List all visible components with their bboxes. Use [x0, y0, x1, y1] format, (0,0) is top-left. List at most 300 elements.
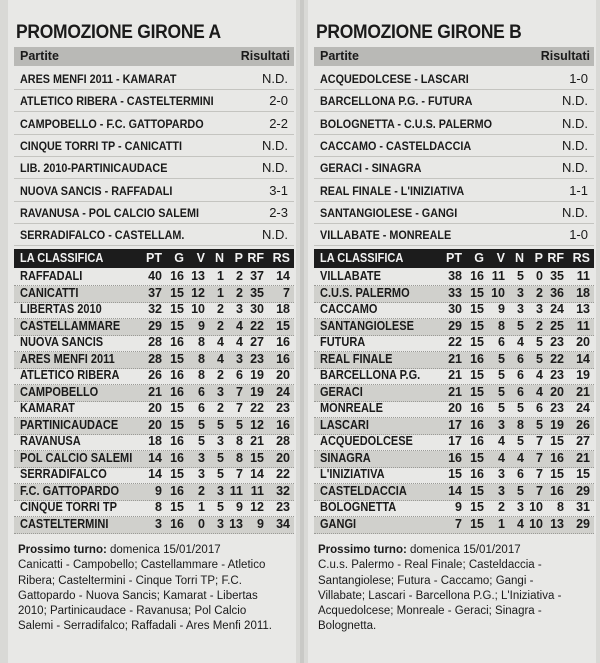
standings-v: 8 — [498, 318, 505, 333]
standings-rf: 15 — [550, 434, 564, 448]
standings-v: 8 — [198, 335, 205, 349]
standings-v: 2 — [198, 483, 205, 498]
standings-p: 10 — [529, 500, 543, 514]
standings-p: 10 — [529, 516, 543, 531]
result-match: CINQUE TORRI TP - CANICATTI — [20, 138, 182, 153]
result-row — [314, 201, 594, 224]
standings-pt: 29 — [148, 318, 162, 333]
next-round-line: 2010; Partinicaudace - Ravanusa; Pol Calcio — [18, 605, 247, 618]
standings-n: 1 — [217, 269, 224, 283]
result-match: RAVANUSA - POL CALCIO SALEMI — [20, 205, 200, 220]
standings-rf: 19 — [250, 368, 264, 382]
standings-g: 15 — [470, 318, 484, 333]
standings-rf: 24 — [550, 302, 564, 316]
standings-row — [14, 335, 294, 352]
standings-p: 6 — [536, 401, 543, 415]
standings-g: 15 — [470, 368, 484, 382]
standings-rs: 20 — [276, 368, 290, 382]
standings-team: CAMPOBELLO — [20, 384, 99, 399]
standings-team: RAFFADALI — [20, 269, 83, 283]
standings-n: 2 — [217, 401, 224, 415]
standings-row — [14, 517, 294, 534]
standings-rf: 22 — [550, 351, 564, 366]
standings-v: 5 — [198, 417, 205, 432]
standings-team: F.C. GATTOPARDO — [20, 483, 119, 498]
standings-rf: 8 — [557, 500, 564, 514]
standings-row — [314, 302, 594, 319]
result-match: LIB. 2010-PARTINICAUDACE — [20, 161, 168, 176]
standings-header-rs: RS — [272, 251, 290, 265]
girone-b-column — [308, 0, 596, 663]
standings-team: C.U.S. PALERMO — [320, 285, 410, 300]
standings-rs: 13 — [576, 302, 590, 316]
standings-header-rf: RF — [547, 251, 564, 265]
standings-v: 11 — [491, 269, 505, 283]
result-score: 1-0 — [569, 71, 588, 86]
standings-g: 15 — [470, 483, 484, 498]
standings-pt: 18 — [148, 434, 162, 448]
standings-header-g: G — [174, 251, 184, 265]
standings-rs: 20 — [276, 450, 290, 465]
standings-n: 4 — [217, 351, 224, 366]
result-score: 2-3 — [269, 204, 288, 220]
standings-v: 8 — [198, 368, 205, 382]
standings-team: RAVANUSA — [20, 434, 81, 448]
standings-p: 4 — [236, 335, 243, 349]
standings-rf: 22 — [250, 401, 264, 415]
standings-pt: 38 — [448, 269, 462, 283]
result-match: REAL FINALE - L'INIZIATIVA — [320, 183, 465, 198]
standings-header-n: N — [514, 251, 524, 265]
standings-header-n: N — [214, 251, 224, 265]
result-row — [314, 67, 594, 90]
standings-pt: 20 — [148, 417, 162, 432]
standings-n: 1 — [217, 285, 224, 300]
standings-p: 5 — [536, 351, 543, 366]
standings-row — [14, 484, 294, 501]
standings-v: 10 — [191, 302, 205, 316]
standings-pt: 17 — [448, 417, 462, 432]
standings-p: 0 — [536, 269, 543, 283]
next-round-line: Gattopardo - Nuova Sancis; Kamarat - Libertas — [18, 589, 258, 602]
standings-rf: 23 — [250, 351, 264, 366]
standings-p: 11 — [229, 483, 243, 498]
standings-g: 16 — [170, 335, 184, 349]
standings-rs: 15 — [276, 318, 290, 333]
standings-header-p: P — [234, 251, 243, 265]
standings-g: 16 — [470, 417, 484, 432]
standings-pt: 9 — [455, 500, 462, 514]
standings-rf: 23 — [550, 335, 564, 349]
standings-rf: 19 — [250, 384, 264, 399]
standings-rs: 31 — [576, 500, 590, 514]
next-round-line: Salemi - Serradifalco; Raffadali - Ares Menfi 2011. — [18, 620, 272, 633]
standings-team: LASCARI — [320, 417, 369, 432]
standings-g: 16 — [470, 401, 484, 415]
standings-rf: 19 — [550, 417, 564, 432]
standings-n: 5 — [217, 450, 224, 465]
standings-p: 5 — [236, 417, 243, 432]
standings-n: 5 — [517, 401, 524, 415]
standings-team: CASTELDACCIA — [320, 483, 407, 498]
standings-p: 6 — [236, 368, 243, 382]
standings-g: 15 — [170, 318, 184, 333]
next-round — [18, 543, 294, 635]
standings-v: 0 — [198, 516, 205, 531]
standings-rf: 23 — [550, 401, 564, 415]
standings-pt: 17 — [448, 434, 462, 448]
next-round-date: domenica 15/01/2017 — [106, 544, 221, 556]
standings-row — [314, 517, 594, 534]
result-match: VILLABATE - MONREALE — [320, 228, 452, 243]
standings-rf: 27 — [250, 335, 264, 349]
result-score: N.D. — [262, 71, 288, 86]
standings-g: 16 — [470, 269, 484, 283]
standings-pt: 22 — [448, 335, 462, 349]
standings-rs: 14 — [576, 351, 590, 366]
standings-v: 10 — [491, 285, 505, 300]
standings-row — [314, 269, 594, 286]
standings-p: 3 — [236, 302, 243, 316]
standings-header-v: V — [196, 251, 205, 265]
standings-rf: 9 — [257, 516, 264, 531]
result-score: 3-1 — [269, 182, 288, 198]
standings-header — [314, 249, 594, 268]
result-match: ARES MENFI 2011 - KAMARAT — [20, 72, 177, 86]
standings-row — [14, 352, 294, 369]
standings-header-p: P — [534, 251, 543, 265]
section-title: PROMOZIONE GIRONE A — [16, 22, 221, 43]
standings-pt: 15 — [448, 467, 462, 481]
standings-n: 5 — [217, 467, 224, 481]
section-title: PROMOZIONE GIRONE B — [316, 22, 522, 43]
standings-v: 4 — [498, 434, 505, 448]
standings-row — [314, 418, 594, 435]
next-round-line: Santangiolese; Futura - Caccamo; Gangi - — [318, 574, 534, 587]
standings-v: 6 — [198, 384, 205, 399]
standings-team: BARCELLONA P.G. — [320, 368, 421, 382]
standings-row — [314, 286, 594, 303]
result-score: 2-0 — [269, 93, 288, 109]
standings-rf: 14 — [250, 467, 264, 481]
standings-p: 2 — [236, 269, 243, 283]
standings-p: 7 — [236, 467, 243, 481]
standings-g: 15 — [470, 285, 484, 300]
standings-n: 6 — [517, 384, 524, 399]
standings-p: 4 — [236, 318, 243, 333]
result-match: BARCELLONA P.G. - FUTURA — [320, 94, 473, 109]
standings-rs: 21 — [576, 384, 590, 399]
standings-header-v: V — [496, 251, 505, 265]
standings-row — [14, 500, 294, 517]
standings-p: 4 — [536, 384, 543, 399]
standings-g: 16 — [470, 434, 484, 448]
standings-n: 8 — [517, 417, 524, 432]
standings-v: 1 — [498, 516, 505, 531]
result-row — [14, 156, 294, 179]
standings-g: 15 — [470, 335, 484, 349]
standings-p: 7 — [236, 384, 243, 399]
standings-n: 5 — [517, 318, 524, 333]
standings-rf: 12 — [250, 417, 264, 432]
standings-n: 2 — [217, 302, 224, 316]
standings-p: 2 — [536, 285, 543, 300]
standings-row — [314, 385, 594, 402]
standings-pt: 14 — [448, 483, 462, 498]
standings-g: 15 — [470, 500, 484, 514]
standings-g: 15 — [170, 285, 184, 300]
standings-n: 5 — [517, 269, 524, 283]
result-row — [314, 156, 594, 179]
standings-rs: 16 — [276, 417, 290, 432]
result-score: 1-1 — [569, 182, 588, 198]
result-row — [14, 134, 294, 157]
standings-header — [14, 249, 294, 268]
standings-rf: 12 — [250, 500, 264, 514]
standings-g: 15 — [170, 302, 184, 316]
standings-row — [14, 467, 294, 484]
standings-row — [314, 451, 594, 468]
standings-g: 16 — [470, 351, 484, 366]
standings-rf: 37 — [250, 269, 264, 283]
standings-pt: 7 — [455, 516, 462, 531]
result-row — [314, 223, 594, 246]
standings-v: 5 — [498, 351, 505, 366]
standings-pt: 28 — [148, 351, 162, 366]
standings-pt: 28 — [148, 335, 162, 349]
standings-n: 2 — [217, 318, 224, 333]
standings-v: 12 — [191, 285, 205, 300]
standings-n: 5 — [517, 483, 524, 498]
standings-team: LIBERTAS 2010 — [20, 302, 102, 316]
standings-g: 15 — [170, 401, 184, 415]
standings-row — [14, 418, 294, 435]
standings-pt: 29 — [448, 318, 462, 333]
standings-g: 15 — [170, 417, 184, 432]
result-score: N.D. — [262, 227, 288, 243]
result-score: N.D. — [262, 137, 288, 153]
standings-team: GANGI — [320, 516, 357, 531]
next-round-line: Villabate; Lascari - Barcellona P.G.; L'Iniziativa - — [318, 589, 562, 602]
results-header-matches: Partite — [20, 49, 59, 63]
standings-pt: 40 — [148, 269, 162, 283]
standings-v: 9 — [498, 302, 505, 316]
standings-rs: 16 — [276, 335, 290, 349]
standings-v: 3 — [498, 417, 505, 432]
standings-n: 4 — [517, 450, 524, 465]
standings-rf: 15 — [250, 450, 264, 465]
column-divider — [300, 0, 304, 663]
standings-p: 7 — [236, 401, 243, 415]
next-round-label: Prossimo turno: — [18, 544, 107, 556]
standings-g: 15 — [470, 516, 484, 531]
standings-rs: 7 — [283, 285, 290, 300]
standings-pt: 14 — [148, 467, 162, 481]
standings-team: CASTELTERMINI — [20, 516, 109, 531]
next-round-line: Canicatti - Campobello; Castellammare - Atletico — [18, 559, 266, 572]
standings-row — [314, 401, 594, 418]
standings-header-pt: PT — [146, 251, 162, 265]
standings-row — [14, 368, 294, 385]
standings-rf: 23 — [550, 368, 564, 382]
standings-header-g: G — [474, 251, 484, 265]
standings-header-team: LA CLASSIFICA — [320, 251, 404, 265]
standings-rf: 16 — [550, 483, 564, 498]
result-score: N.D. — [262, 160, 288, 176]
standings-pt: 21 — [448, 384, 462, 399]
result-row — [14, 89, 294, 112]
result-row — [314, 89, 594, 112]
standings-team: ACQUEDOLCESE — [320, 434, 413, 448]
standings-p: 5 — [536, 335, 543, 349]
standings-rs: 29 — [576, 483, 590, 498]
result-match: SERRADIFALCO - CASTELLAM. — [20, 228, 185, 243]
next-round-line: C.u.s. Palermo - Real Finale; Casteldaccia - — [318, 559, 542, 572]
standings-rs: 22 — [276, 467, 290, 481]
standings-team: VILLABATE — [320, 269, 381, 283]
standings-g: 15 — [170, 467, 184, 481]
standings-pt: 21 — [448, 351, 462, 366]
standings-rf: 30 — [250, 302, 264, 316]
standings-team: SERRADIFALCO — [20, 467, 107, 481]
next-round-label: Prossimo turno: — [318, 544, 407, 556]
results-header-results: Risultati — [240, 49, 290, 63]
standings-p: 2 — [236, 285, 243, 300]
standings-rs: 34 — [276, 516, 290, 531]
standings-rf: 35 — [550, 269, 564, 283]
result-match: SANTANGIOLESE - GANGI — [320, 205, 458, 220]
standings-rf: 13 — [550, 516, 564, 531]
standings-n: 4 — [517, 335, 524, 349]
result-score: N.D. — [562, 115, 588, 131]
standings-pt: 33 — [448, 285, 462, 300]
standings-g: 16 — [170, 269, 184, 283]
next-round-line: Bolognetta. — [318, 620, 377, 633]
standings-p: 8 — [236, 434, 243, 448]
standings-p: 3 — [236, 351, 243, 366]
result-score: 1-0 — [569, 227, 588, 243]
standings-rs: 32 — [276, 483, 290, 498]
standings-row — [14, 286, 294, 303]
standings-rf: 22 — [250, 318, 264, 333]
standings-header-rs: RS — [572, 251, 590, 265]
standings-rf: 35 — [250, 285, 264, 300]
standings-g: 16 — [170, 368, 184, 382]
standings-rf: 16 — [550, 450, 564, 465]
standings-rs: 14 — [276, 269, 290, 283]
result-row — [14, 112, 294, 135]
standings-row — [14, 269, 294, 286]
standings-rs: 11 — [576, 318, 590, 333]
standings-rs: 19 — [576, 368, 590, 382]
standings-row — [14, 434, 294, 451]
standings-g: 16 — [170, 516, 184, 531]
standings-p: 8 — [236, 450, 243, 465]
standings-header-team: LA CLASSIFICA — [20, 251, 104, 265]
standings-row — [314, 500, 594, 517]
result-match: BOLOGNETTA - C.U.S. PALERMO — [320, 116, 492, 131]
standings-row — [314, 434, 594, 451]
standings-row — [14, 319, 294, 336]
standings-rs: 11 — [576, 269, 590, 283]
standings-row — [314, 335, 594, 352]
results-header — [314, 47, 594, 66]
result-row — [314, 134, 594, 157]
standings-pt: 21 — [448, 368, 462, 382]
results-header-results: Risultati — [540, 49, 590, 63]
standings-rs: 23 — [276, 500, 290, 514]
standings-pt: 14 — [148, 450, 162, 465]
standings-p: 4 — [536, 368, 543, 382]
girone-a-column — [8, 0, 296, 663]
standings-g: 16 — [170, 450, 184, 465]
standings-team: GERACI — [320, 384, 363, 399]
standings-rs: 18 — [576, 285, 590, 300]
result-score: N.D. — [562, 204, 588, 220]
standings-n: 3 — [217, 483, 224, 498]
standings-v: 13 — [191, 269, 205, 283]
standings-header-rf: RF — [247, 251, 264, 265]
result-score: N.D. — [562, 160, 588, 176]
standings-g: 16 — [170, 483, 184, 498]
standings-rs: 15 — [576, 467, 590, 481]
standings-n: 3 — [517, 500, 524, 514]
standings-p: 7 — [536, 467, 543, 481]
standings-pt: 37 — [148, 285, 162, 300]
standings-team: PARTINICAUDACE — [20, 417, 119, 432]
standings-row — [314, 352, 594, 369]
standings-g: 15 — [470, 384, 484, 399]
standings-n: 5 — [517, 434, 524, 448]
standings-n: 2 — [217, 368, 224, 382]
next-round-line: Acquedolcese; Monreale - Geraci; Sinagra - — [318, 605, 542, 618]
standings-row — [314, 319, 594, 336]
standings-pt: 26 — [148, 368, 162, 382]
standings-v: 3 — [498, 467, 505, 481]
result-match: ACQUEDOLCESE - LASCARI — [320, 72, 469, 86]
results-header-matches: Partite — [320, 49, 359, 63]
standings-row — [14, 302, 294, 319]
standings-p: 2 — [536, 318, 543, 333]
results-header — [14, 47, 294, 66]
standings-team: ARES MENFI 2011 — [20, 351, 115, 366]
standings-n: 6 — [517, 351, 524, 366]
standings-pt: 9 — [155, 483, 162, 498]
result-row — [314, 179, 594, 202]
standings-team: REAL FINALE — [320, 351, 393, 366]
next-round — [318, 543, 594, 635]
standings-n: 3 — [217, 434, 224, 448]
standings-rs: 20 — [576, 335, 590, 349]
standings-rf: 25 — [550, 318, 564, 333]
standings-rs: 16 — [276, 351, 290, 366]
standings-p: 7 — [536, 434, 543, 448]
next-round-date: domenica 15/01/2017 — [406, 544, 521, 556]
standings-team: L'INIZIATIVA — [320, 467, 385, 481]
standings-n: 3 — [217, 384, 224, 399]
standings-rs: 23 — [276, 401, 290, 415]
standings-p: 13 — [229, 516, 243, 531]
standings-v: 1 — [198, 500, 205, 514]
standings-v: 5 — [198, 434, 205, 448]
standings-team: ATLETICO RIBERA — [20, 368, 120, 382]
standings-team: CANICATTI — [20, 285, 79, 300]
standings-p: 9 — [236, 500, 243, 514]
standings-g: 15 — [470, 450, 484, 465]
standings-rs: 26 — [576, 417, 590, 432]
standings-n: 3 — [517, 285, 524, 300]
standings-rf: 11 — [250, 483, 264, 498]
